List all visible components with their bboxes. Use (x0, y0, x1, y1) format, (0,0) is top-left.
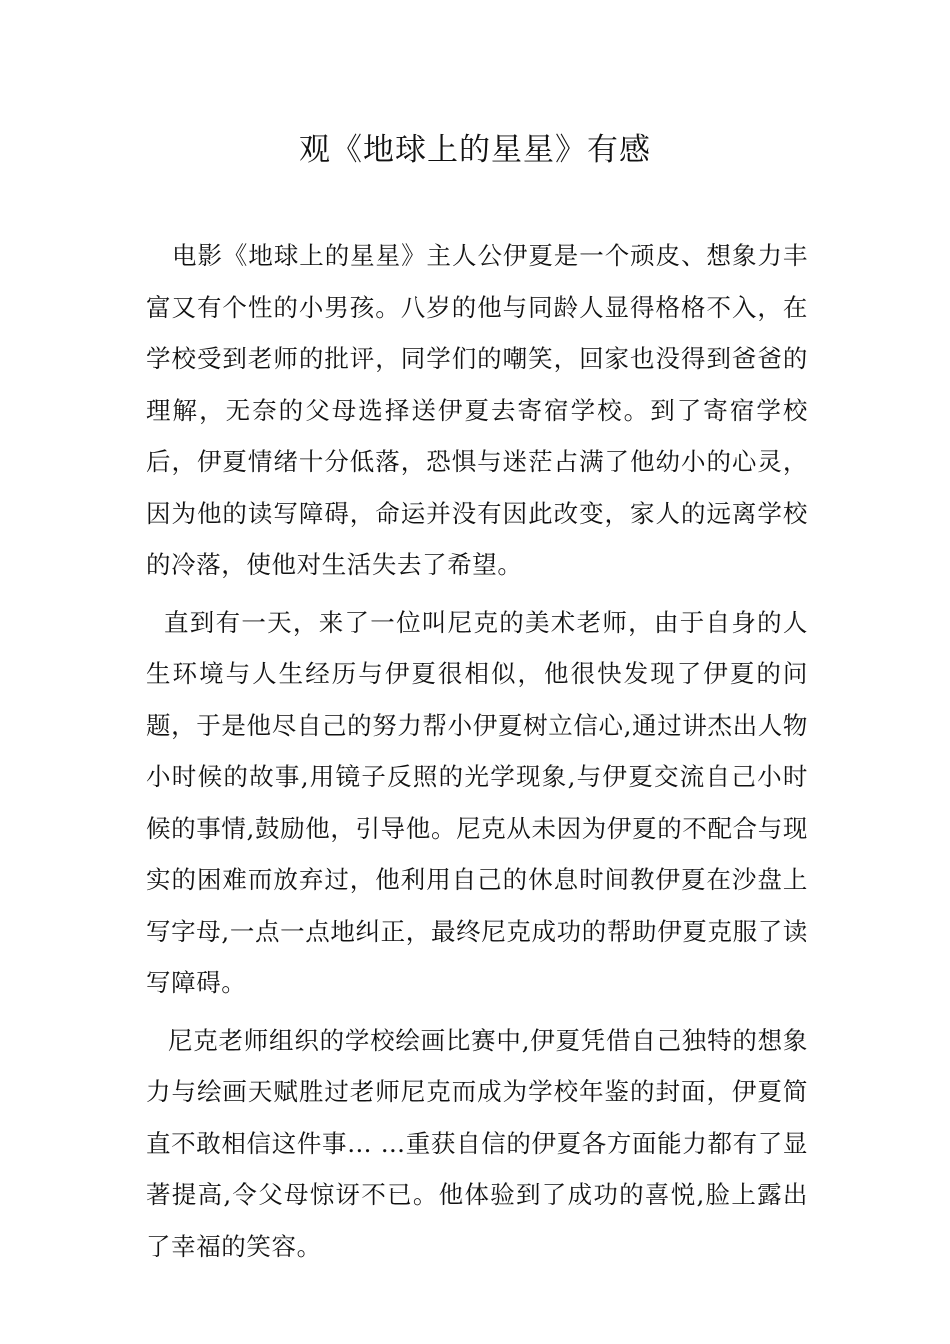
document-title: 观《地球上的星星》有感 (299, 132, 651, 168)
paragraph-3: 尼克老师组织的学校绘画比赛中,伊夏凭借自己独特的想象力与绘画天赋胜过老师尼克而成为学校年鉴的封面，伊夏简直不敢相信这件事… …重获自信的伊夏各方面能力都有了显著提高,令父母惊讶不已。他体验到了成功的喜悦,脸上露出了幸福的笑容。 (146, 1025, 808, 1261)
document-body (146, 230, 808, 1272)
paragraph-2: 直到有一天，来了一位叫尼克的美术老师，由于自身的人生环境与人生经历与伊夏很相似，他很快发现了伊夏的问题，于是他尽自己的努力帮小伊夏树立信心,通过讲杰出人物小时候的故事,用镜子反照的光学现象,与伊夏交流自己小时候的事情,鼓励他，引导他。尼克从未因为伊夏的不配合与现实的困难而放弃过，他利用自己的休息时间教伊夏在沙盘上写字母,一点一点地纠正，最终尼克成功的帮助伊夏克服了读写障碍。 (146, 607, 808, 997)
paragraph-1: 电影《地球上的星星》主人公伊夏是一个顽皮、想象力丰富又有个性的小男孩。八岁的他与同龄人显得格格不入，在学校受到老师的批评，同学们的嘲笑，回家也没得到爸爸的理解，无奈的父母选择送伊夏去寄宿学校。到了寄宿学校后，伊夏情绪十分低落，恐惧与迷茫占满了他幼小的心灵，因为他的读写障碍，命运并没有因此改变，家人的远离学校的冷落，使他对生活失去了希望。 (146, 241, 808, 579)
